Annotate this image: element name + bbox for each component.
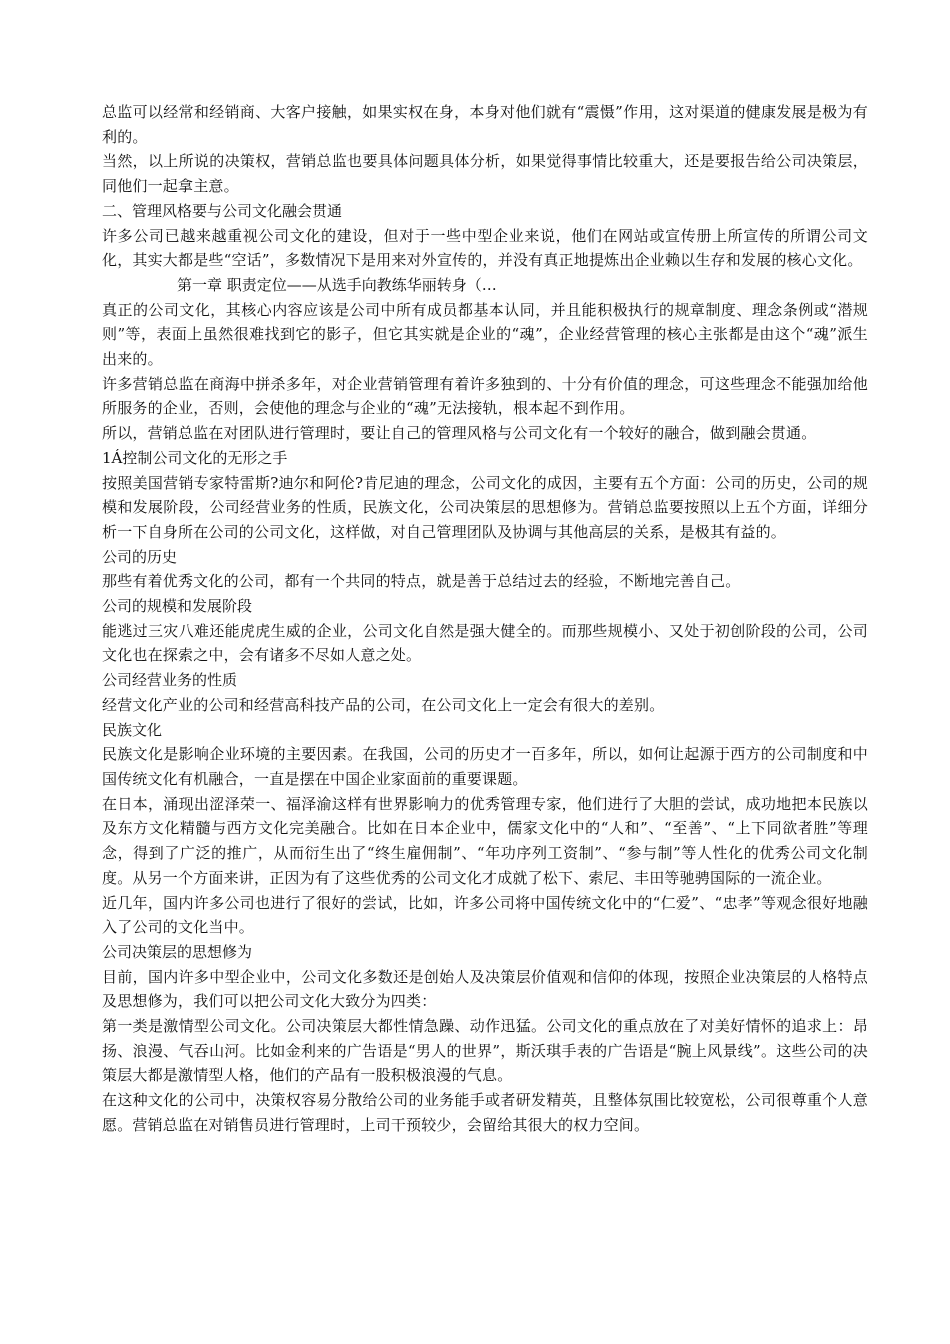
paragraph: 第一类是激情型公司文化。公司决策层大都性情急躁、动作迅猛。公司文化的重点放在了对美好情怀的追求上：昂扬、浪漫、气吞山河。比如金利来的广告语是“男人的世界”，斯沃琪手表的广告语是“腕上风景线”。这些公司的决策层大都是激情型人格，他们的产品有一股积极浪漫的气息。 xyxy=(102,1017,868,1085)
subsection-heading: 公司的规模和发展阶段 xyxy=(102,597,253,616)
subsection-heading: 公司的历史 xyxy=(102,547,178,566)
paragraph: 经营文化产业的公司和经营高科技产品的公司，在公司文化上一定会有很大的差别。 xyxy=(102,695,665,714)
paragraph: 许多营销总监在商海中拼杀多年，对企业营销管理有着许多独到的、十分有价值的理念，可这些理念不能强加给他所服务的企业，否则，会使他的理念与企业的“魂”无法接轨，根本起不到作用。 xyxy=(102,374,868,418)
paragraph: 能逃过三灾八难还能虎虎生威的企业，公司文化自然是强大健全的。而那些规模小、又处于初创阶段的公司，公司文化也在探索之中，会有诸多不尽如人意之处。 xyxy=(102,621,868,665)
paragraph: 目前，国内许多中型企业中，公司文化多数还是创始人及决策层价值观和信仰的体现，按照企业决策层的人格特点及思想修为，我们可以把公司文化大致分为四类： xyxy=(102,967,868,1011)
paragraph: 在这种文化的公司中，决策权容易分散给公司的业务能手或者研发精英，且整体氛围比较宽松，公司很尊重个人意愿。营销总监在对销售员进行管理时，上司干预较少，会留给其很大的权力空间。 xyxy=(102,1091,868,1134)
paragraph: 总监可以经常和经销商、大客户接触，如果实权在身，本身对他们就有“震慑”作用，这对渠道的健康发展是极为有利的。 xyxy=(102,103,868,146)
paragraph: 近几年，国内许多公司也进行了很好的尝试，比如，许多公司将中国传统文化中的“仁爱”、“忠孝”等观念很好地融入了公司的文化当中。 xyxy=(102,893,868,937)
paragraph: 民族文化是影响企业环境的主要因素。在我国，公司的历史才一百多年，所以，如何让起源于西方的公司制度和中国传统文化有机融合，一直是摆在中国企业家面前的重要课题。 xyxy=(102,745,868,788)
subsection-heading: 1Á控制公司文化的无形之手 xyxy=(102,448,288,467)
subsection-heading: 民族文化 xyxy=(102,720,163,739)
paragraph: 真正的公司文化，其核心内容应该是公司中所有成员都基本认同，并且能积极执行的规章制度、理念条例或“潜规则”等，表面上虽然很难找到它的影子，但它其实就是企业的“魂”，企业经营管理的核心主张都是由这个“魂”派生出来的。 xyxy=(102,300,868,369)
paragraph: 所以，营销总监在对团队进行管理时，要让自己的管理风格与公司文化有一个较好的融合，做到融会贯通。 xyxy=(102,424,817,443)
subsection-heading: 公司决策层的思想修为 xyxy=(102,942,253,961)
paragraph: 按照美国营销专家特雷斯?迪尔和阿伦?肯尼迪的理念，公司文化的成因，主要有五个方面：公司的历史，公司的规模和发展阶段，公司经营业务的性质，民族文化，公司决策层的思想修为。营销总监要按照以上五个方面，详细分析一下自身所在公司的公司文化，这样做，对自己管理团队及协调与其他高层的关系，是极其有益的。 xyxy=(102,473,868,541)
paragraph: 当然，以上所说的决策权，营销总监也要具体问题具体分析，如果觉得事情比较重大，还是要报告给公司决策层，同他们一起拿主意。 xyxy=(102,152,868,196)
document-page xyxy=(102,100,868,1138)
paragraph: 那些有着优秀文化的公司，都有一个共同的特点，就是善于总结过去的经验，不断地完善自己。 xyxy=(102,572,741,591)
subsection-heading: 公司经营业务的性质 xyxy=(102,671,238,690)
chapter-title: 第一章 职责定位——从选手向教练华丽转身（… xyxy=(177,275,497,294)
paragraph: 在日本，涌现出涩泽荣一、福泽渝这样有世界影响力的优秀管理专家，他们进行了大胆的尝试，成功地把本民族以及东方文化精髓与西方文化完美融合。比如在日本企业中，儒家文化中的“人和”、“至善”、“上下同欲者胜”等理念，得到了广泛的推广，从而衍生出了“终生雇佣制”、“年功序列工资制”、“参与制”等人性化的优秀公司文化制度。从另一个方面来讲，正因为有了这些优秀的公司文化才成就了松下、索尼、丰田等驰骋国际的一流企业。 xyxy=(102,794,868,887)
paragraph: 许多公司已越来越重视公司文化的建设，但对于一些中型企业来说，他们在网站或宣传册上所宣传的所谓公司文化，其实大都是些“空话”，多数情况下是用来对外宣传的，并没有真正地提炼出企业赖以生存和发展的核心文化。 xyxy=(102,226,868,270)
section-heading: 二、管理风格要与公司文化融会贯通 xyxy=(102,201,343,220)
